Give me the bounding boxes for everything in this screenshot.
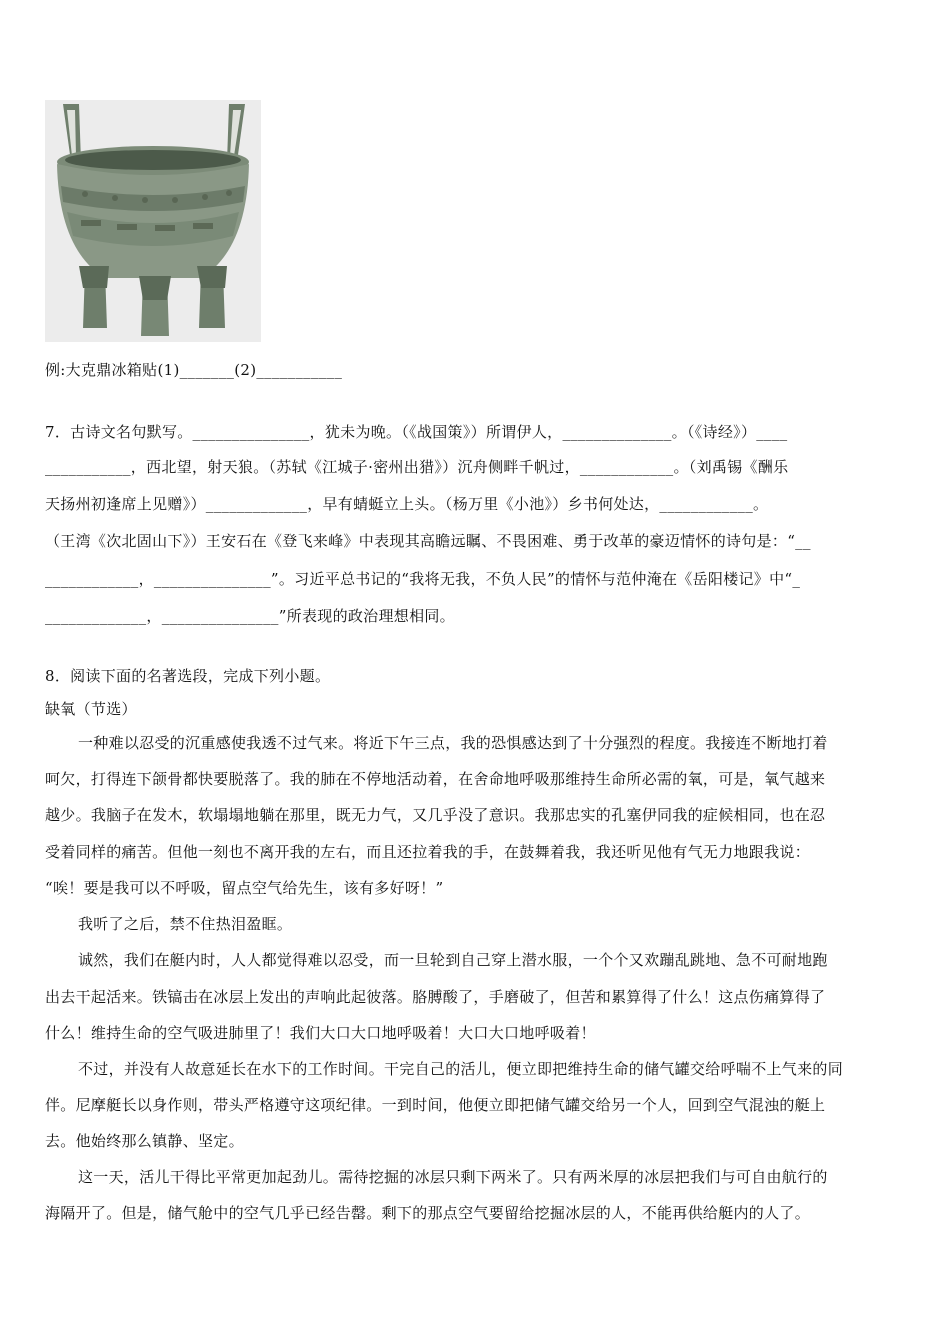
q7-line-3: 天扬州初逢席上见赠》）_____________，早有蜻蜓立上头。（杨万里《小池》）乡书何处达，____________。 [45,495,769,513]
bronze-ding-photo [45,100,261,342]
q7-line-1: 7．古诗文名句默写。_______________，犹未为晚。（《战国策》）所谓伊人，______________。（《诗经》）____ [45,423,788,441]
passage-line: 出去干起活来。铁镐击在冰层上发出的声响此起彼落。胳膊酸了，手磨破了，但苦和累算得了什么！这点伤痛算得了 [45,988,826,1006]
passage-line: 不过，并没有人故意延长在水下的工作时间。干完自己的活儿，便立即把维持生命的储气罐交给呼喘不上气来的同 [78,1060,844,1078]
passage-line: 我听了之后，禁不住热泪盈眶。 [78,915,293,933]
passage-line: 海隔开了。但是，储气舱中的空气几乎已经告罄。剩下的那点空气要留给挖掘冰层的人，不能再供给艇内的人了。 [45,1204,811,1222]
passage-line: 越少。我脑子在发木，软塌塌地躺在那里，既无力气，又几乎没了意识。我那忠实的孔塞伊同我的症候相同，也在忍 [45,806,826,824]
passage-line: 受着同样的痛苦。但他一刻也不离开我的左右，而且还拉着我的手，在鼓舞着我，我还听见他有气无力地跟我说： [45,843,811,861]
q7-line-4: （王湾《次北固山下》）王安石在《登飞来峰》中表现其高瞻远瞩、不畏困难、勇于改革的豪迈情怀的诗句是：“__ [45,532,811,550]
passage-line: 诚然，我们在艇内时，人人都觉得难以忍受，而一旦轮到自己穿上潜水服，一个个又欢蹦乱跳地、急不可耐地跑 [78,951,828,969]
passage-line: 伴。尼摩艇长以身作则，带头严格遵守这项纪律。一到时间，他便立即把储气罐交给另一个人，回到空气混浊的艇上 [45,1096,826,1114]
passage-line: 这一天，活儿干得比平常更加起劲儿。需待挖掘的冰层只剩下两米了。只有两米厚的冰层把我们与可自由航行的 [78,1168,828,1186]
q8-intro: 8．阅读下面的名著选段，完成下列小题。 [45,667,331,685]
passage-line: 什么！维持生命的空气吸进肺里了！我们大口大口地呼吸着！大口大口地呼吸着！ [45,1024,596,1042]
passage-line: 去。他始终那么镇静、坚定。 [45,1132,244,1150]
passage-line: 呵欠，打得连下颌骨都快要脱落了。我的肺在不停地活动着，在舍命地呼吸那维持生命所必需的氧，可是，氧气越来 [45,770,826,788]
q7-line-5: ____________，_______________”。习近平总书记的“我将无我，不负人民”的情怀与范仲淹在《岳阳楼记》中“_ [45,570,801,588]
passage-line: 一种难以忍受的沉重感使我透不过气来。将近下午三点，我的恐惧感达到了十分强烈的程度。我接连不断地打着 [78,734,828,752]
q7-line-6: _____________，_______________”所表现的政治理想相同。 [45,607,455,625]
q7-line-2: ___________，西北望，射天狼。（苏轼《江城子·密州出猎》）沉舟侧畔千帆过，____________。（刘禹锡《酬乐 [45,458,789,476]
passage-line: “唉！要是我可以不呼吸，留点空气给先生，该有多好呀！” [45,879,444,897]
example-line: 例:大克鼎冰箱贴(1)_______(2)___________ [45,361,343,379]
passage-title: 缺氧（节选） [45,700,137,718]
